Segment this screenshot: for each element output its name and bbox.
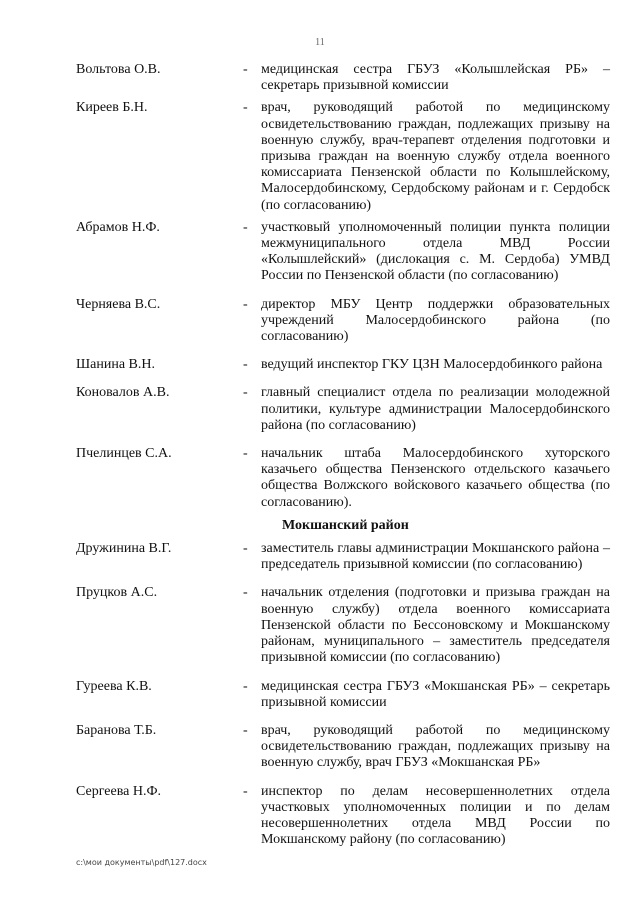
separator-dash: - <box>243 541 248 557</box>
list-item <box>0 357 640 373</box>
member-position: инспектор по делам несовершеннолетних отдела участковых уполномоченных полиции и по делам несовершеннолетних отдела МВД России по Мокшанскому району (по согласованию) <box>261 783 610 848</box>
separator-dash: - <box>243 62 248 77</box>
list-item <box>0 723 640 772</box>
separator-dash: - <box>243 357 248 373</box>
member-position: главный специалист отдела по реализации молодежной политики, культуре администрации Малосердобинского района (по согласованию) <box>261 385 610 433</box>
separator-dash: - <box>243 783 248 799</box>
member-position: участковый уполномоченный полиции пункта полиции межмуниципального отдела МВД России «Колышлейский» (дислокация с. М. Сердоба) УМВД России по Пензенской области (по согласованию) <box>261 219 610 284</box>
member-position: директор МБУ Центр поддержки образовательных учреждений Малосердобинского района (по согласованию) <box>261 296 610 345</box>
member-name: Пчелинцев С.А. <box>76 446 172 462</box>
member-position: заместитель главы администрации Мокшанского района – председатель призывной комиссии (по согласованию) <box>261 541 610 573</box>
member-name: Абрамов Н.Ф. <box>76 219 160 235</box>
member-position: ведущий инспектор ГКУ ЦЗН Малосердобинкого района <box>261 357 603 373</box>
file-path-footer: c:\мои документы\pdf\127.docx <box>76 858 207 867</box>
member-name: Гуреева К.В. <box>76 678 152 694</box>
list-item <box>0 446 640 511</box>
list-item <box>0 297 640 346</box>
member-position: начальник отделения (подготовки и призыва граждан на военную службу) отдела военного комиссариата Пензенской области по Бессоновскому и Мокшанскому районам, муниципального – заместитель председателя призывной комиссии (по согласованию) <box>261 585 610 666</box>
separator-dash: - <box>243 446 248 462</box>
member-name: Вольтова О.В. <box>76 62 161 77</box>
section-heading: Мокшанский район <box>282 517 409 533</box>
list-item <box>0 541 640 573</box>
member-name: Пруцков А.С. <box>76 585 158 601</box>
member-name: Шанина В.Н. <box>76 357 155 373</box>
separator-dash: - <box>243 585 248 601</box>
list-item <box>0 784 640 849</box>
member-name: Баранова Т.Б. <box>76 722 157 738</box>
member-name: Коновалов А.В. <box>76 385 170 401</box>
list-item <box>0 62 640 94</box>
member-name: Киреев Б.Н. <box>76 100 148 116</box>
list-item <box>0 220 640 285</box>
separator-dash: - <box>243 296 248 312</box>
list-item <box>0 679 640 711</box>
page-number: 11 <box>315 37 325 48</box>
separator-dash: - <box>243 100 248 116</box>
member-position: медицинская сестра ГБУЗ «Колышлейская РБ» – секретарь призывной комиссии <box>261 62 610 94</box>
member-name: Дружинина В.Г. <box>76 541 172 557</box>
member-position: начальник штаба Малосердобинского хуторского казачьего общества Пензенского отдельского казачьего общества Волжского войскового казачьего общества (по согласованию). <box>261 446 610 510</box>
separator-dash: - <box>243 385 248 401</box>
separator-dash: - <box>243 678 248 694</box>
member-position: медицинская сестра ГБУЗ «Мокшанская РБ» – секретарь призывной комиссии <box>261 678 610 710</box>
list-item <box>0 585 640 666</box>
list-item <box>0 385 640 434</box>
member-position: врач, руководящий работой по медицинскому освидетельствованию граждан, подлежащих призыву на военную службу, врач-терапевт отделения подготовки и призыва граждан на военную службу отдела военного комиссариата Пензенской области по Колышлейскому, Малосердобинскому, Сердобскому районам и г. Сердобск (по согласованию) <box>261 100 610 213</box>
separator-dash: - <box>243 722 248 738</box>
separator-dash: - <box>243 219 248 235</box>
member-name: Сергеева Н.Ф. <box>76 783 162 799</box>
list-item <box>0 100 640 213</box>
member-position: врач, руководящий работой по медицинскому освидетельствованию граждан, подлежащих призыву на военную службу, врач ГБУЗ «Мокшанская РБ» <box>261 722 610 771</box>
member-name: Черняева В.С. <box>76 296 161 312</box>
commission-list <box>0 62 640 848</box>
